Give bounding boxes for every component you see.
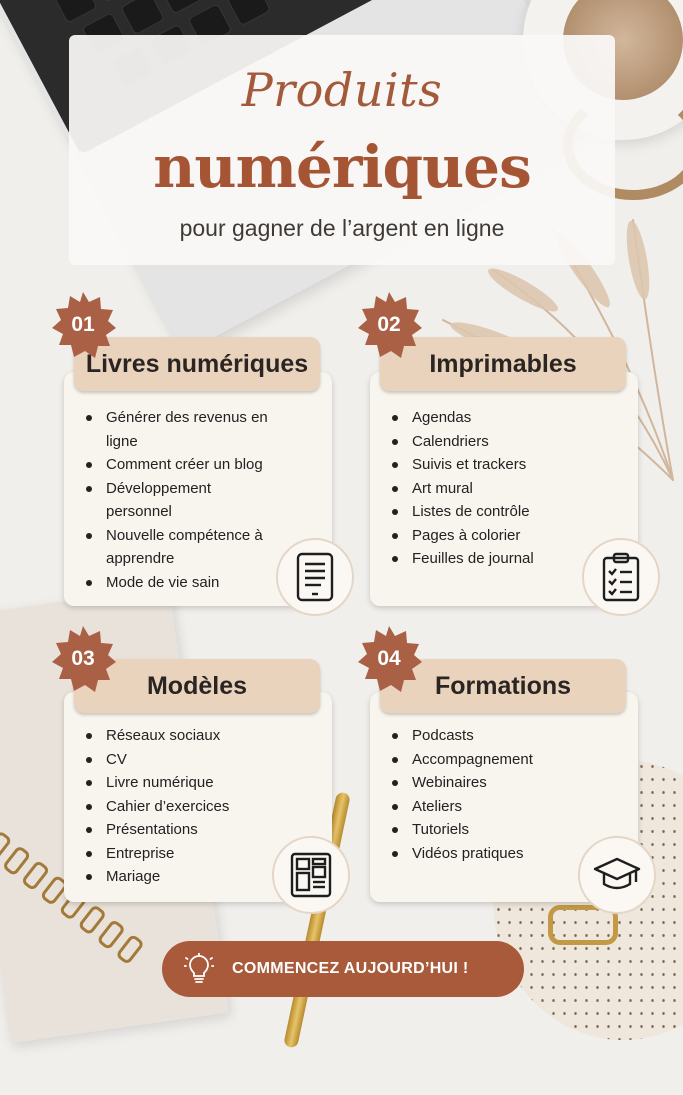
number-badge bbox=[356, 292, 422, 358]
card-courses bbox=[370, 692, 638, 902]
list-item: Mode de vie sain bbox=[86, 571, 332, 595]
card-printables bbox=[370, 372, 638, 606]
card-title-ebooks: Livres numériques bbox=[74, 337, 320, 391]
list-item: Comment créer un blog bbox=[86, 453, 332, 477]
item-list bbox=[370, 406, 534, 571]
list-item: CV bbox=[86, 748, 229, 772]
list-item: Calendriers bbox=[392, 430, 534, 454]
card-templates bbox=[64, 692, 332, 902]
list-item: Réseaux sociaux bbox=[86, 724, 229, 748]
number-badge bbox=[50, 292, 116, 358]
card-ebooks bbox=[64, 372, 332, 606]
list-item: Webinaires bbox=[392, 771, 533, 795]
number-badge bbox=[50, 626, 116, 692]
list-item: Présentations bbox=[86, 818, 229, 842]
list-item: Entreprise bbox=[86, 842, 229, 866]
card-title-courses: Formations bbox=[380, 659, 626, 713]
badge-number: 02 bbox=[377, 313, 401, 336]
item-list bbox=[370, 724, 533, 865]
list-item: Listes de contrôle bbox=[392, 500, 534, 524]
cta-label: COMMENCEZ AUJOURD’HUI ! bbox=[232, 960, 469, 977]
card-title-printables: Imprimables bbox=[380, 337, 626, 391]
list-item: Développement personnel bbox=[86, 477, 236, 524]
list-item: Mariage bbox=[86, 865, 229, 889]
badge-number: 03 bbox=[71, 647, 95, 670]
list-item: Générer des revenus en ligne bbox=[86, 406, 332, 453]
list-item: Agendas bbox=[392, 406, 534, 430]
item-list bbox=[64, 724, 229, 889]
badge-number: 01 bbox=[71, 313, 95, 336]
list-item: Art mural bbox=[392, 477, 534, 501]
header-panel bbox=[69, 35, 615, 265]
list-item: Livre numérique bbox=[86, 771, 229, 795]
list-item: Feuilles de journal bbox=[392, 547, 534, 571]
checklist-clipboard-icon bbox=[582, 538, 660, 616]
list-item: Podcasts bbox=[392, 724, 533, 748]
list-item: Vidéos pratiques bbox=[392, 842, 533, 866]
page-title: numériques bbox=[153, 133, 531, 201]
page-subtitle: pour gagner de l’argent en ligne bbox=[179, 215, 505, 241]
title-script: Produits bbox=[241, 63, 443, 117]
list-item: Tutoriels bbox=[392, 818, 533, 842]
list-item: Suivis et trackers bbox=[392, 453, 534, 477]
list-item: Cahier d’exercices bbox=[86, 795, 229, 819]
template-layout-icon bbox=[272, 836, 350, 914]
start-today-button[interactable] bbox=[162, 941, 524, 997]
list-item: Nouvelle compétence à apprendre bbox=[86, 524, 266, 571]
graduation-cap-icon bbox=[578, 836, 656, 914]
ebook-reader-icon bbox=[276, 538, 354, 616]
list-item: Accompagnement bbox=[392, 748, 533, 772]
list-item: Ateliers bbox=[392, 795, 533, 819]
lightbulb-icon bbox=[184, 953, 214, 985]
list-item: Pages à colorier bbox=[392, 524, 534, 548]
badge-number: 04 bbox=[377, 647, 401, 670]
number-badge bbox=[356, 626, 422, 692]
card-title-templates: Modèles bbox=[74, 659, 320, 713]
